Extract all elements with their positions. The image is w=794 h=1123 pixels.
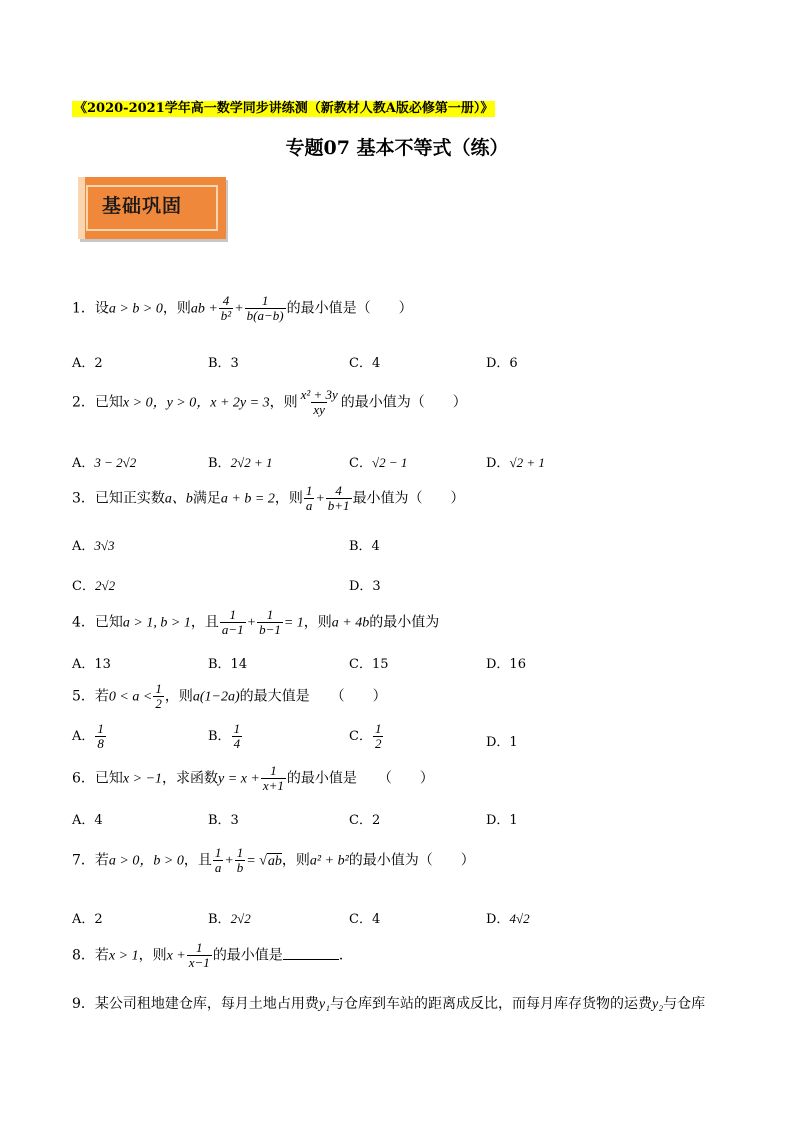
option-d: D．6	[486, 356, 518, 371]
question-number: 8．	[72, 947, 95, 964]
option-a: A．2	[72, 356, 103, 371]
math-condition: a > 0，b > 0	[108, 853, 184, 869]
option-a: A．2	[72, 912, 103, 927]
question-text: 与仓库到车站的距离成反比，而每月库存货物的运费	[330, 996, 653, 1012]
question-text: 的最小值为（ ）	[348, 852, 475, 869]
option-c: C． $\frac{1}{2}$	[349, 721, 382, 751]
question-text: 已知正实数	[94, 490, 165, 507]
fraction: $\frac{4}{\text{b²}}$	[220, 293, 232, 323]
question-number: 1．	[72, 300, 95, 317]
question-text: 的最小值为	[369, 614, 440, 631]
fraction: $\frac{1}{b(a-b)}$	[246, 293, 284, 323]
math-condition: x > −1	[122, 771, 163, 787]
question-2	[72, 388, 467, 417]
question-text: 若	[94, 947, 109, 964]
question-5	[72, 682, 387, 711]
question-text: ，且	[190, 614, 219, 631]
option-a: A．3 − 2√2	[72, 455, 137, 471]
math-expression: a + b = 2	[220, 491, 275, 507]
option-c: C．2√2	[72, 578, 116, 594]
question-4: 4．已知a > 1, b > 1，且 $\frac{1}{a-1}$ + $\frac{1}{b-1}$ = 1，则a + 4b的最小值为	[72, 607, 440, 637]
question-text: ，则	[269, 394, 298, 411]
question-text: ，则	[138, 947, 167, 964]
math-condition: a > b > 0	[108, 301, 163, 317]
question-number: 9．	[72, 996, 95, 1012]
question-text: ，求函数	[162, 770, 219, 787]
question-text: 已知	[94, 770, 123, 787]
option-c: C．15	[349, 657, 389, 672]
math-condition: a > 1, b > 1	[122, 615, 191, 631]
option-a: A．13	[72, 657, 111, 672]
math-condition: x > 0，y > 0，x + 2y = 3	[122, 395, 270, 411]
question-3: 3．已知正实数a、b满足a + b = 2，则 $\frac{1}{a}$ + $\frac{4}{b+1}$ 最小值为（ ）	[72, 483, 465, 513]
series-title: 《2020-2021学年高一数学同步讲练测（新教材人教A版必修第一册）》	[74, 101, 494, 116]
question-text: 某公司租地建仓库，每月土地占用费	[94, 996, 319, 1012]
question-9	[72, 993, 705, 1013]
question-text: 最小值为（ ）	[352, 490, 465, 507]
question-number: 3．	[72, 490, 95, 507]
question-text: ，则	[164, 688, 193, 705]
question-text: ，则	[162, 300, 191, 317]
fraction: $\frac{\text{x² + 3y}}{xy}$	[300, 387, 338, 417]
fraction: $\frac{4}{b+1}$	[327, 483, 350, 513]
question-text: ，且	[183, 852, 212, 869]
option-a: A．3√3	[72, 538, 115, 554]
page-title: 专题07 基本不等式（练）	[285, 137, 509, 159]
option-d: D．4√2	[486, 911, 530, 927]
math-condition: x > 1	[108, 948, 139, 964]
question-8: 8．若x > 1，则x + $\frac{1}{x-1}$ 的最小值是 ．	[72, 940, 353, 970]
section-banner	[78, 177, 226, 239]
question-7: 7．若a > 0，b > 0，且 $\frac{1}{a}$ + $\frac{1}{b}$ = √ab，则a² + b²的最小值为（ ）	[72, 845, 475, 875]
question-1: 1．设a > b > 0，则ab + $\frac{4}{\text{b²}}$ + $\frac{1}{b(a-b)}$ 的最小值是（ ）	[72, 293, 413, 323]
fraction: $\frac{1}{b}$	[236, 845, 244, 875]
option-c: C．√2 − 1	[349, 455, 408, 471]
question-text: 若	[94, 688, 109, 705]
math-variable: y₂	[652, 997, 664, 1012]
option-a: A． $\frac{1}{8}$	[72, 721, 104, 751]
question-text: 已知	[94, 394, 123, 411]
fraction: $\frac{1}{b-1}$	[259, 607, 281, 637]
option-b: B．14	[208, 657, 248, 672]
question-text: 若	[94, 852, 109, 869]
math-variable: y₁	[318, 997, 331, 1012]
option-c: C．4	[349, 356, 381, 371]
section-label: 基础巩固	[102, 195, 183, 217]
question-text: 的最小值是 （ ）	[286, 770, 434, 787]
question-text: 的最小值是	[212, 947, 283, 964]
question-text: 已知	[94, 614, 123, 631]
option-d: D．1	[486, 813, 518, 828]
answer-blank[interactable]	[283, 947, 339, 960]
question-number: 6．	[72, 770, 95, 787]
fraction: $\frac{1}{a-1}$	[221, 607, 244, 637]
option-b: B．2√2 + 1	[208, 455, 273, 471]
option-b: B．3	[208, 813, 239, 828]
option-d: D．16	[486, 657, 526, 672]
math-expression: a(1−2a)	[192, 689, 240, 705]
fraction: $\frac{1}{2}$	[155, 681, 162, 711]
option-b: B．3	[208, 356, 239, 371]
banner-accent-bar	[78, 177, 85, 239]
option-c: C．2	[349, 813, 381, 828]
question-text: 的最小值为（ ）	[340, 394, 467, 411]
question-text: 的最大值是 （ ）	[239, 688, 387, 705]
math-condition: 0 < a <	[108, 689, 153, 705]
math-expression: ab +	[190, 301, 218, 317]
fraction: $\frac{1}{a}$	[214, 845, 222, 875]
question-6: 6．已知x > −1，求函数y = x + $\frac{1}{x+1}$ 的最小值是 （ ）	[72, 763, 434, 793]
question-number: 5．	[72, 688, 95, 705]
option-a: A．4	[72, 813, 103, 828]
math-condition: a、b	[164, 491, 193, 507]
question-number: 4．	[72, 614, 95, 631]
question-number: 2．	[72, 394, 95, 411]
question-text: 的最小值是（ ）	[286, 300, 413, 317]
option-b: B． $\frac{1}{4}$	[208, 721, 241, 751]
option-d: D．√2 + 1	[486, 455, 545, 471]
option-d: D．1	[486, 735, 518, 750]
fraction: $\frac{1}{a}$	[305, 483, 313, 513]
question-number: 7．	[72, 852, 95, 869]
fraction: $\frac{1}{x-1}$	[188, 940, 210, 970]
option-d: D．3	[349, 579, 381, 594]
option-b: B．2√2	[208, 911, 251, 927]
fraction: $\frac{1}{x+1}$	[262, 763, 284, 793]
option-b: B．4	[349, 539, 380, 554]
question-text: 满足	[192, 490, 221, 507]
question-text: 与仓库	[663, 996, 706, 1012]
option-c: C．4	[349, 912, 381, 927]
question-text: 设	[94, 300, 109, 317]
